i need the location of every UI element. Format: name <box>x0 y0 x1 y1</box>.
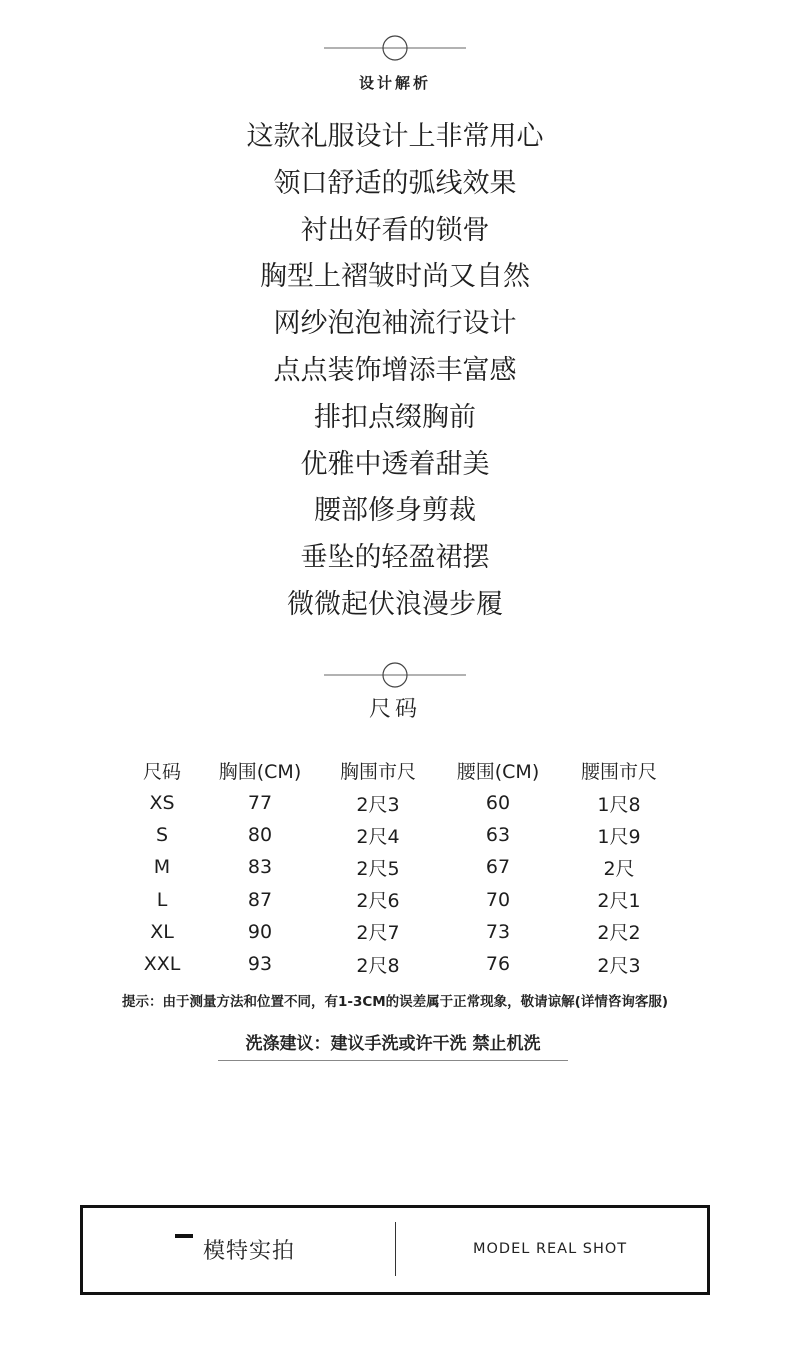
size-table-cell: 2尺 <box>603 857 635 880</box>
washing-advice: 洗涤建议：建议手洗或许干洗 禁止机洗 <box>218 1029 568 1061</box>
size-table-cell: S <box>155 824 169 847</box>
banner-dash-mark <box>175 1234 193 1238</box>
size-table-cell: 2尺6 <box>356 890 400 913</box>
size-table-cell: 70 <box>485 888 511 911</box>
size-table-cell: XS <box>149 792 175 815</box>
size-table-cell: 76 <box>485 953 511 976</box>
size-table-cell: 2尺3 <box>356 793 400 816</box>
banner-divider <box>395 1222 396 1276</box>
size-table-cell: 2尺7 <box>356 922 400 945</box>
design-line: 腰部修身剪裁 <box>314 495 476 527</box>
size-table-cell: 80 <box>247 824 273 847</box>
size-table-cell: 77 <box>247 792 273 815</box>
size-table-row <box>118 787 684 819</box>
size-table-cell: 60 <box>485 792 511 815</box>
size-table-cell: XXL <box>143 953 181 976</box>
size-table-cell: 2尺8 <box>356 954 400 977</box>
size-table-header-cell: 胸围市尺 <box>339 760 416 783</box>
size-table-header-cell: 腰围市尺 <box>580 760 657 783</box>
size-table-cell: 93 <box>247 953 273 976</box>
design-line: 微微起伏浪漫步履 <box>287 588 503 620</box>
design-line: 胸型上褶皱时尚又自然 <box>260 261 530 293</box>
size-section-title: 尺码 <box>368 697 421 722</box>
design-description-list <box>0 114 790 629</box>
banner-title-cn: 模特实拍 <box>203 1239 296 1264</box>
design-line: 这款礼服设计上非常用心 <box>246 121 544 152</box>
size-table-cell: 2尺4 <box>356 825 400 848</box>
size-table-cell: 2尺5 <box>356 857 400 880</box>
size-table-cell: 63 <box>485 824 511 847</box>
size-table-cell: 87 <box>247 888 273 911</box>
ornament-divider-size <box>0 660 790 690</box>
design-line: 排扣点缀胸前 <box>314 401 476 433</box>
banner-title-en: MODEL REAL SHOT <box>473 1241 628 1257</box>
size-table-row <box>118 884 684 916</box>
size-table-row <box>118 916 684 948</box>
size-table-cell: 1尺8 <box>597 793 641 816</box>
size-table-header <box>118 753 684 787</box>
design-line: 点点装饰增添丰富感 <box>273 354 517 386</box>
design-section-title: 设计解析 <box>358 74 431 92</box>
size-table <box>118 753 684 980</box>
size-table-cell: XL <box>150 920 174 943</box>
size-table-header-cell: 胸围(CM) <box>218 760 302 783</box>
size-table-cell: 90 <box>247 920 273 943</box>
size-table-header-cell: 腰围(CM) <box>456 760 540 783</box>
size-table-cell: 2尺2 <box>597 922 641 945</box>
design-line: 垂坠的轻盈裙摆 <box>300 542 490 574</box>
design-line: 领口舒适的弧线效果 <box>273 167 517 199</box>
size-table-cell: M <box>153 856 171 879</box>
size-table-cell: 2尺3 <box>597 954 641 977</box>
design-line: 优雅中透着甜美 <box>300 448 490 480</box>
design-line: 网纱泡泡袖流行设计 <box>273 308 517 340</box>
size-table-cell: 83 <box>247 856 273 879</box>
size-table-row <box>118 948 684 980</box>
design-line: 衬出好看的锁骨 <box>300 214 490 246</box>
ornament-divider-top <box>0 33 790 63</box>
model-shot-banner <box>80 1205 710 1295</box>
size-table-header-cell: 尺码 <box>142 760 181 783</box>
size-table-cell: 2尺1 <box>597 890 641 913</box>
size-table-cell: 1尺9 <box>597 825 641 848</box>
size-table-row <box>118 851 684 883</box>
size-table-cell: 67 <box>485 856 511 879</box>
size-table-cell: 73 <box>485 920 511 943</box>
size-table-cell: L <box>156 888 168 911</box>
size-table-row <box>118 819 684 851</box>
measurement-note: 提示：由于测量方法和位置不同，有1-3CM的误差属于正常现象，敬请谅解(详情咨询客服) <box>121 994 669 1010</box>
